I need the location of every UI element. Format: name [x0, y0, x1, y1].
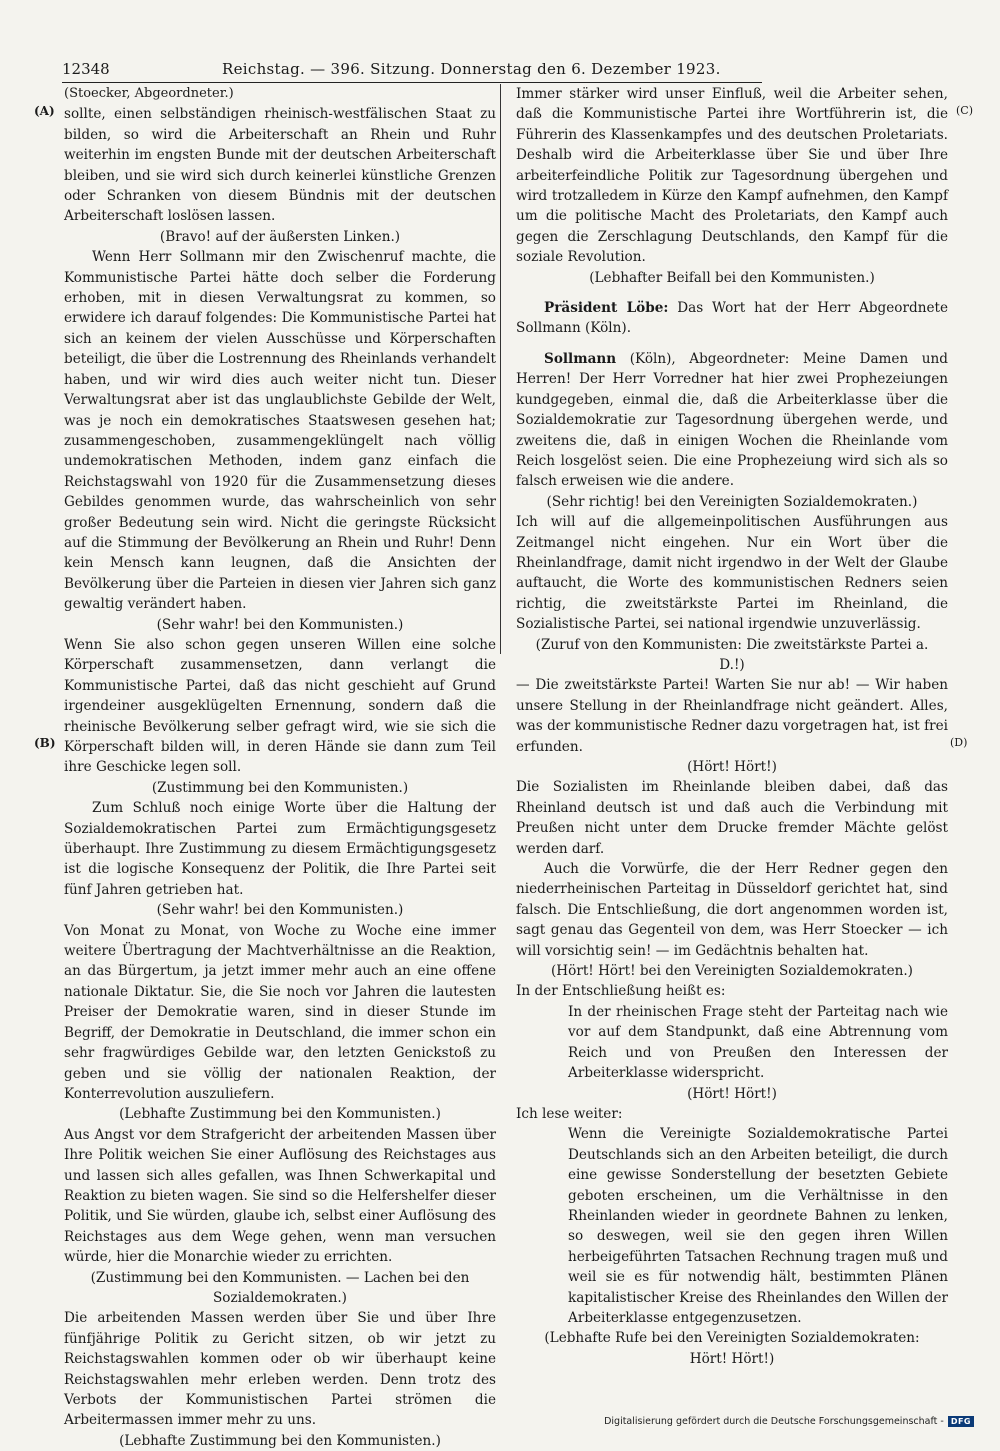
- interjection: (Zustimmung bei den Kommunisten.): [151, 779, 409, 796]
- quotation: In der rheinischen Frage steht der Parteitag nach wie vor auf dem Standpunkt, daß eine Abtrennung vom Reich und von Preußen den Interessen der Arbeiterklasse widerspricht.: [568, 1003, 948, 1082]
- paragraph: Immer stärker wird unser Einfluß, weil die Arbeiter sehen, daß die Kommunistische Partei ihre Wortführerin ist, die Führerin des Klassenkampfes und des deutschen Proletariats. Deshalb wird die Arbeiterklasse über Sie und über Ihre arbeiterfeindliche Politik zur Tagesordnung übergehen und wird trotzalledem in Kürze den Kampf aufnehmen, den Kampf um die politische Macht des Proletariats, den Kampf auch gegen die Zerschlagung Deutschlands, den Kampf für die soziale Revolution.: [516, 86, 948, 266]
- speech-text: (Köln), Abgeordneter: Meine Damen und Herren! Der Herr Vorredner hat hier zwei Prophezeiungen kundgegeben, einmal die, daß die Arbeiterklasse über die Sozialdemokratie zur Tagesordnung übergehen werde, und zweitens die, daß in einigen Wochen die Rheinlande vom Reich losgelöst seien. Die eine Prophezeiung wird sich als so falsch erweisen wie die andere.: [516, 350, 948, 490]
- margin-mark-c: (C): [956, 104, 973, 117]
- president-text: Das Wort hat der Herr Abgeordnete Sollmann (Köln).: [516, 300, 948, 337]
- paragraph: Ich will auf die allgemeinpolitischen Ausführungen aus Zeitmangel nicht eingehen. Nur ein Wort über die Rheinlandfrage, damit nicht irgendwo in der Welt der Glaube auftaucht, die Worte des kommunistischen Redners seien richtig, die zweitstärkste Partei im Rheinland, die Sozialistische Partei, sei national irgendwie unzuverlässig.: [516, 514, 948, 633]
- interjection: (Zustimmung bei den Kommunisten. — Lachen bei den Sozialdemokraten.): [90, 1269, 470, 1306]
- page-header: [62, 60, 762, 82]
- margin-mark-b: (B): [34, 736, 56, 750]
- page-number: 12348: [62, 60, 110, 78]
- interjection: (Lebhafte Zustimmung bei den Kommunisten.): [119, 1432, 441, 1449]
- interjection: (Hört! Hört! bei den Vereinigten Sozialdemokraten.): [550, 963, 913, 980]
- interjection: (Zuruf von den Kommunisten: Die zweitstärkste Partei a. D.!): [535, 636, 929, 673]
- interjection: (Lebhafte Rufe bei den Vereinigten Sozialdemokraten: Hört! Hört!): [544, 1330, 920, 1367]
- column-divider: [500, 84, 501, 654]
- interjection: (Bravo! auf der äußersten Linken.): [159, 228, 401, 245]
- paragraph: Von Monat zu Monat, von Woche zu Woche eine immer weitere Übertragung der Machtverhältnisse an die Reaktion, an das Bürgertum, ja jetzt immer mehr auch an eine offene nationale Diktatur. Sie, die Sie noch vor Jahren die lautesten Preiser der Demokratie waren, sind in dieser Stunde im Begriff, der Demokratie in Deutschland, die immer schon ein sehr fragwürdiges Gebilde war, den letzten Genickstoß zu geben und sie völlig der nationalen Reaktion, der Konterrevolution auszuliefern.: [64, 922, 496, 1102]
- footer-credit: [604, 1416, 974, 1427]
- interjection: (Sehr wahr! bei den Kommunisten.): [156, 902, 404, 919]
- paragraph: Aus Angst vor dem Strafgericht der arbeitenden Massen über Ihre Politik weichen Sie einer Auflösung des Reichstages aus und lassen sich alles gefallen, was Ihnen Schwerkapital und Reaktion zu bieten wagen. Sie sind so die Helfershelfer dieser Politik, und Sie würden, glaube ich, selbst einer Auflösung des Reichstages aus dem Wege gehen, wenn man versuchen würde, hier die Monarchie wieder zu errichten.: [64, 1126, 496, 1266]
- paragraph: Auch die Vorwürfe, die der Herr Redner gegen den niederrheinischen Parteitag in Düsseldorf gerichtet hat, sind falsch. Die Entschließung, die dort angenommen worden ist, sagt genau das Gegenteil von dem, was Herr Stoecker — ich will vorsichtig sein! — im Gedächtnis behalten hat.: [516, 861, 948, 959]
- footer-text: Digitalisierung gefördert durch die Deutsche Forschungsgemeinschaft -: [604, 1416, 944, 1427]
- paragraph: Zum Schluß noch einige Worte über die Haltung der Sozialdemokratischen Partei zum Ermächtigungsgesetz überhaupt. Ihre Zustimmung zu diesem Ermächtigungsgesetz ist die logische Konsequenz der Politik, die Ihre Partei seit fünf Jahren getrieben hat.: [64, 800, 496, 898]
- interjection: (Sehr wahr! bei den Kommunisten.): [156, 616, 404, 633]
- paragraph: Wenn Sie also schon gegen unseren Willen eine solche Körperschaft zusammensetzen, dann verlangt die Kommunistische Partei, daß das nicht geschieht auf Grund irgendeiner ausgeklügelten Ernennung, sondern daß die rheinische Bevölkerung selber gefragt wird, wie sie sich die Körperschaft bilden will, in deren Hände sie dann zum Teil ihre Geschicke legen soll.: [64, 636, 496, 776]
- right-column: [516, 84, 948, 1369]
- header-rule: [62, 82, 762, 83]
- interjection: (Hört! Hört!): [687, 759, 777, 775]
- paragraph: Wenn Herr Sollmann mir den Zwischenruf machte, die Kommunistische Partei hätte doch selber die Forderung erhoben, mit in diesen Verwaltungsrat zu kommen, so erwidere ich darauf folgendes: Die Kommunistische Partei hat sich an keinem der vielen Ausschüsse und Körperschaften beteiligt, die über die Lostrennung des Rheinlands verhandelt haben, und wir wird dies auch weiter nicht tun. Dieser Verwaltungsrat aber ist das unglaublichste Gebilde der Welt, was je noch ein demokratisches Staatswesen gesehen hat; zusammengeschoben, zusammengeklüngelt nach völlig undemokratischen Methoden, indem ganz einfach die Reichstagswahl von 1920 für die Zusammensetzung dieses Gebildes genommen wurde, das wahrscheinlich von sehr großer Bedeutung sein wird. Nicht die geringste Rücksicht auf die Stimmung der Bevölkerung an Rhein und Ruhr! Denn kein Mensch kann leugnen, daß die Ansichten der Bevölkerung über die Parteien in diesen vier Jahren sich ganz gewaltig verändert haben.: [64, 249, 496, 613]
- page-title: Reichstag. — 396. Sitzung. Donnerstag den 6. Dezember 1923.: [222, 60, 721, 78]
- left-column: [64, 84, 496, 1451]
- speech-opening: [516, 349, 948, 492]
- paragraph: Ich lese weiter:: [516, 1105, 623, 1122]
- interjection: (Hört! Hört!): [687, 1085, 777, 1102]
- paragraph: In der Entschließung heißt es:: [516, 983, 726, 1000]
- interjection: (Lebhafter Beifall bei den Kommunisten.): [589, 269, 875, 286]
- dfg-logo: DFG: [948, 1416, 974, 1427]
- speaker-name: Sollmann: [544, 350, 617, 367]
- quotation: Wenn die Vereinigte Sozialdemokratische Partei Deutschlands sich an den Arbeiten beteiligt, die durch eine gewisse Sonderstellung der besetzten Gebiete geboten erscheinen, um die Verhältnisse in den Rheinlanden wieder in geordnete Bahnen zu lenken, so deswegen, weil sie den gegen ihren Willen herbeigeführten Tatsachen Rechnung tragen muß und weil sie es für notwendig hält, bestimmten Plänen kapitalistischer Kreise des Rheinlandes den Willen der Arbeiterklasse entgegenzusetzen.: [568, 1126, 948, 1326]
- paragraph: — Die zweitstärkste Partei! Warten Sie nur ab! — Wir haben unsere Stellung in der Rheinlandfrage nicht geändert. Alles, was der kommunistische Redner dazu vorgetragen hat, ist frei erfunden.: [516, 677, 948, 755]
- paragraph: Die Sozialisten im Rheinlande bleiben dabei, daß das Rheinland deutsch ist und daß auch die Verbindung mit Preußen nicht unter dem Drucke fremder Mächte gelöst werden darf.: [516, 779, 948, 857]
- interjection: (Sehr richtig! bei den Vereinigten Sozialdemokraten.): [546, 493, 918, 510]
- paragraph: sollte, einen selbständigen rheinisch-westfälischen Staat zu bilden, so wird die Arbeiterschaft an Rhein und Ruhr weiterhin im engsten Bunde mit der deutschen Arbeiterschaft bleiben, und sie wird sich durch keinerlei künstliche Grenzen oder Schranken von diesem Bündnis mit der deutschen Arbeiterschaft loslösen lassen.: [64, 106, 496, 225]
- president-name: Präsident Löbe:: [544, 300, 669, 317]
- paragraph: Die arbeitenden Massen werden über Sie und über Ihre fünfjährige Politik zu Gericht sitzen, ob wir jetzt zu Reichstagswahlen kommen oder ob wir überhaupt keine Reichstagswahlen mehr erleben werden. Denn trotz des Verbots der Kommunistischen Partei strömen die Arbeitermassen immer mehr zu uns.: [64, 1310, 496, 1429]
- margin-mark-a: (A): [34, 104, 55, 118]
- spacer: [516, 339, 948, 349]
- speaker-tag: (Stoecker, Abgeordneter.): [64, 86, 234, 101]
- margin-mark-d: (D): [950, 736, 968, 749]
- spacer: [516, 288, 948, 298]
- interjection: (Lebhafte Zustimmung bei den Kommunisten.): [119, 1106, 441, 1123]
- president-statement: [516, 298, 948, 339]
